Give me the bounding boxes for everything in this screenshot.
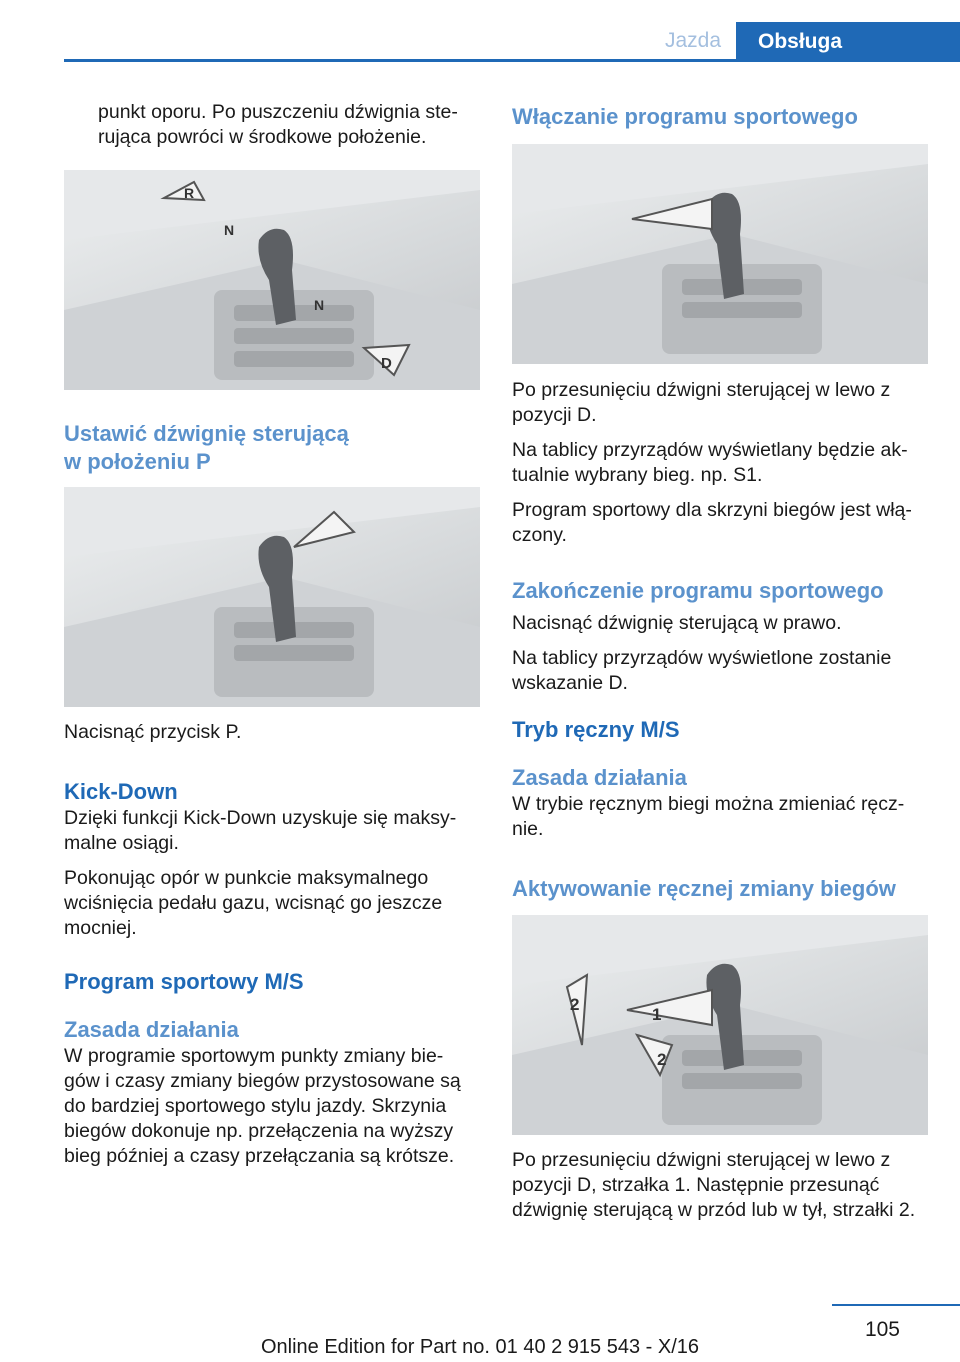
section-p-position: Ustawić dźwignię sterującą w położeniu P bbox=[64, 420, 480, 476]
heading-sport-on: Włączanie programu sportowego bbox=[512, 104, 858, 129]
page-number: 105 bbox=[864, 1318, 900, 1341]
arrow-label-2b: 2 bbox=[657, 1050, 667, 1069]
figure-selector-lever-p bbox=[64, 487, 480, 707]
heading-set-p: Ustawić dźwignię sterującą bbox=[64, 421, 349, 446]
arrow-label-2a: 2 bbox=[570, 995, 580, 1014]
arrow-label-n1: N bbox=[224, 222, 235, 238]
section-sport-on-text: Po przesunięciu dźwigni sterującej w lewo z pozycji D. Na tablicy przyrządów wyświetlany będzie ak‐ tualnie wybrany bieg. np. S1. Program sportowy dla skrzyni biegów jest włą‐ czony. bbox=[512, 379, 912, 546]
heading-sport-principle: Zasada działania bbox=[64, 1017, 239, 1042]
section-manual-on-text: Po przesunięciu dźwigni sterującej w lewo z pozycji D, strzałka 1. Następnie przesunąć dźwignię sterującą w przód lub w tył, strzałki 2. bbox=[512, 1149, 916, 1221]
edition-note: Online Edition for Part no. 01 40 2 915 543 - X/16 bbox=[260, 1336, 700, 1358]
section-manual: Tryb ręczny M/S Zasada działania W trybie ręcznym biegi można zmieniać ręcz‐ nie. bbox=[512, 716, 932, 852]
figure-selector-lever-manual bbox=[512, 915, 928, 1135]
footer-rule bbox=[832, 1304, 960, 1306]
section-tab-jazda: Jazda bbox=[664, 29, 722, 52]
heading-manual-principle: Zasada działania bbox=[512, 765, 687, 790]
arrow-label-n2: N bbox=[314, 297, 325, 313]
section-sport-program: Program sportowy M/S Zasada działania W programie sportowym punkty zmiany bie‐ gów i czasy zmiany biegów przystosowane są do bardziej sportowego stylu jazdy. Skrzynia biegów dokonuje np. przełączenia na wyższy bieg później a czasy przełączania są krótsze. bbox=[64, 968, 480, 1179]
section-sport-off: Zakończenie programu sportowego Nacisnąć dźwignię sterującą w prawo. Na tablicy przyrządów wyświetlone zostanie wskazanie D. bbox=[512, 577, 932, 706]
heading-kickdown: Kick-Down bbox=[64, 779, 178, 804]
heading-sport-off: Zakończenie programu sportowego bbox=[512, 578, 884, 603]
heading-sport-program: Program sportowy M/S bbox=[64, 969, 304, 994]
heading-manual-on: Aktywowanie ręcznej zmiany biegów bbox=[512, 876, 896, 901]
arrow-label-1: 1 bbox=[652, 1005, 662, 1024]
intro-text: punkt oporu. Po puszczeniu dźwignia ste‐ rująca powróci w środkowe położenie. bbox=[98, 101, 458, 148]
figure-selector-lever-left bbox=[512, 144, 928, 364]
section-kickdown: Kick-Down Dzięki funkcji Kick-Down uzyskuje się maksy‐ malne osiągi. Pokonując opór w punkcie maksymalnego wciśnięcia pedału gazu, wcisnąć go jeszcze mocniej. bbox=[64, 778, 480, 951]
figure-selector-lever-r-n-d bbox=[64, 170, 480, 390]
press-p-text: Nacisnąć przycisk P. bbox=[64, 721, 242, 743]
section-tab-obsluga: Obsługa bbox=[736, 22, 960, 62]
arrow-label-r: R bbox=[184, 185, 195, 201]
heading-manual-mode: Tryb ręczny M/S bbox=[512, 717, 680, 742]
arrow-label-d: D bbox=[381, 355, 392, 372]
